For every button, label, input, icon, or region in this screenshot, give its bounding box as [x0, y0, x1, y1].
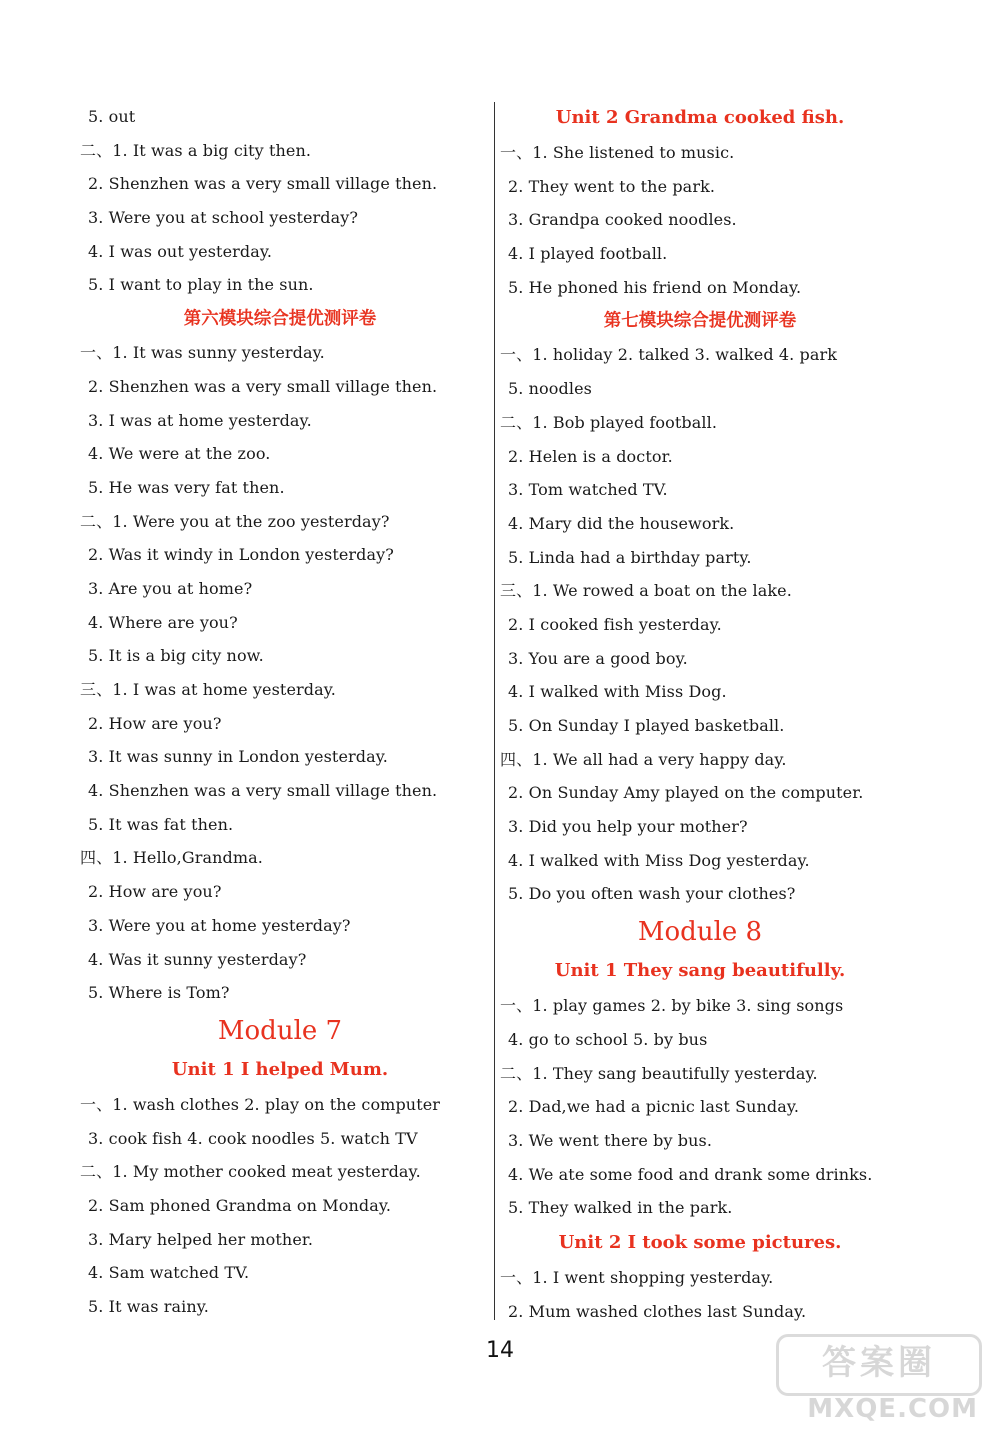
right-column [500, 100, 900, 1328]
answer-line: 一、1. holiday 2. talked 3. walked 4. park [500, 345, 838, 365]
answer-line: 2. Sam phoned Grandma on Monday. [88, 1195, 392, 1215]
answer-line: 4. Where are you? [88, 612, 238, 632]
answer-line: 3. You are a good boy. [508, 648, 688, 668]
answer-line: 4. I walked with Miss Dog yesterday. [508, 850, 810, 870]
module-heading: Module 7 [217, 1015, 343, 1046]
answer-line: 一、1. She listened to music. [500, 143, 735, 162]
answer-line: 2. How are you? [88, 713, 222, 733]
answer-line: 5. noodles [508, 379, 592, 399]
answer-line: 二、1. It was a big city then. [80, 140, 312, 160]
answer-line: 3. Mary helped her mother. [88, 1229, 314, 1249]
answer-line: 四、1. We all had a very happy day. [500, 749, 787, 769]
watermark-url: MXQE.COM [807, 1394, 978, 1424]
answer-line: 四、1. Hello,Grandma. [80, 848, 263, 868]
answer-line: 三、1. We rowed a boat on the lake. [500, 581, 792, 601]
answer-line: 2. Was it windy in London yesterday? [88, 545, 394, 565]
answer-line: 4. I played football. [508, 244, 668, 264]
answer-line: 4. go to school 5. by bus [508, 1029, 708, 1049]
answer-line: 3. It was sunny in London yesterday. [88, 747, 388, 767]
answer-line: 一、1. I went shopping yesterday. [500, 1267, 774, 1287]
answer-line: 二、1. They sang beautifully yesterday. [500, 1063, 818, 1083]
answer-line: 5. Linda had a birthday party. [508, 547, 752, 567]
answer-line: 4. Was it sunny yesterday? [88, 949, 307, 969]
answer-line: 3. Tom watched TV. [508, 480, 668, 500]
answer-line: 4. We ate some food and drank some drinks. [508, 1164, 873, 1184]
answer-line: 2. On Sunday Amy played on the computer. [508, 783, 864, 803]
answer-line: 4. Mary did the housework. [508, 513, 735, 533]
unit-heading: Unit 1 They sang beautifully. [554, 960, 846, 982]
answer-line: 5. They walked in the park. [508, 1198, 733, 1218]
answer-line: 5. Do you often wash your clothes? [508, 884, 796, 904]
answer-line: 5. It is a big city now. [88, 646, 264, 666]
section-heading: 第六模块综合提优测评卷 [183, 309, 377, 330]
answer-line: 3. Were you at school yesterday? [88, 208, 359, 228]
watermark-logo: 答案圈 [776, 1334, 982, 1396]
answer-line: 二、1. Bob played football. [500, 412, 718, 432]
module-heading: Module 8 [637, 917, 763, 948]
answer-line: 2. Dad,we had a picnic last Sunday. [508, 1097, 800, 1117]
answer-line: 4. I walked with Miss Dog. [508, 682, 727, 702]
answer-line: 4. Sam watched TV. [88, 1263, 250, 1283]
answer-line: 2. How are you? [88, 882, 222, 902]
page-number: 14 [486, 1338, 514, 1363]
answer-line: 3. Grandpa cooked noodles. [508, 210, 737, 230]
answer-line: 5. He was very fat then. [88, 477, 285, 497]
answer-line: 二、1. My mother cooked meat yesterday. [80, 1162, 421, 1182]
watermark [772, 1334, 982, 1429]
answer-line: 2. Shenzhen was a very small village then. [88, 376, 438, 396]
answer-line: 3. cook fish 4. cook noodles 5. watch TV [88, 1128, 418, 1148]
unit-heading: Unit 2 Grandma cooked fish. [555, 107, 845, 128]
answer-line: 2. They went to the park. [508, 176, 716, 196]
answer-line: 5. Where is Tom? [88, 983, 230, 1003]
left-column [80, 100, 480, 1324]
answer-line: 2. I cooked fish yesterday. [508, 614, 722, 634]
answer-line: 4. Shenzhen was a very small village then. [88, 781, 438, 801]
answer-line: 一、1. wash clothes 2. play on the computer [80, 1094, 441, 1114]
answer-line: 3. Did you help your mother? [508, 817, 748, 837]
answer-line: 4. We were at the zoo. [88, 444, 271, 464]
answer-line: 4. I was out yesterday. [88, 241, 273, 261]
answer-line: 二、1. Were you at the zoo yesterday? [80, 511, 390, 531]
answer-line: 3. We went there by bus. [508, 1130, 713, 1150]
answer-line: 3. Are you at home? [88, 578, 253, 598]
answer-line: 一、1. It was sunny yesterday. [80, 343, 325, 363]
answer-line: 2. Shenzhen was a very small village then. [88, 174, 438, 194]
answer-line: 一、1. play games 2. by bike 3. sing songs [500, 996, 844, 1016]
column-divider [494, 102, 495, 1320]
answer-line: 3. Were you at home yesterday? [88, 915, 351, 935]
unit-heading: Unit 2 I took some pictures. [558, 1231, 842, 1253]
unit-heading: Unit 1 I helped Mum. [171, 1058, 389, 1080]
answer-line: 5. On Sunday I played basketball. [508, 716, 785, 735]
answer-line: 2. Mum washed clothes last Sunday. [508, 1301, 807, 1321]
answer-line: 三、1. I was at home yesterday. [80, 680, 336, 699]
answer-line: 5. It was rainy. [88, 1297, 209, 1316]
answer-line: 5. I want to play in the sun. [88, 275, 314, 295]
answer-line: 5. He phoned his friend on Monday. [508, 277, 802, 297]
answer-line: 2. Helen is a doctor. [508, 446, 673, 466]
section-heading: 第七模块综合提优测评卷 [603, 311, 797, 332]
answer-line: 5. out [88, 107, 136, 126]
answer-line: 3. I was at home yesterday. [88, 410, 312, 430]
answer-line: 5. It was fat then. [88, 814, 234, 834]
